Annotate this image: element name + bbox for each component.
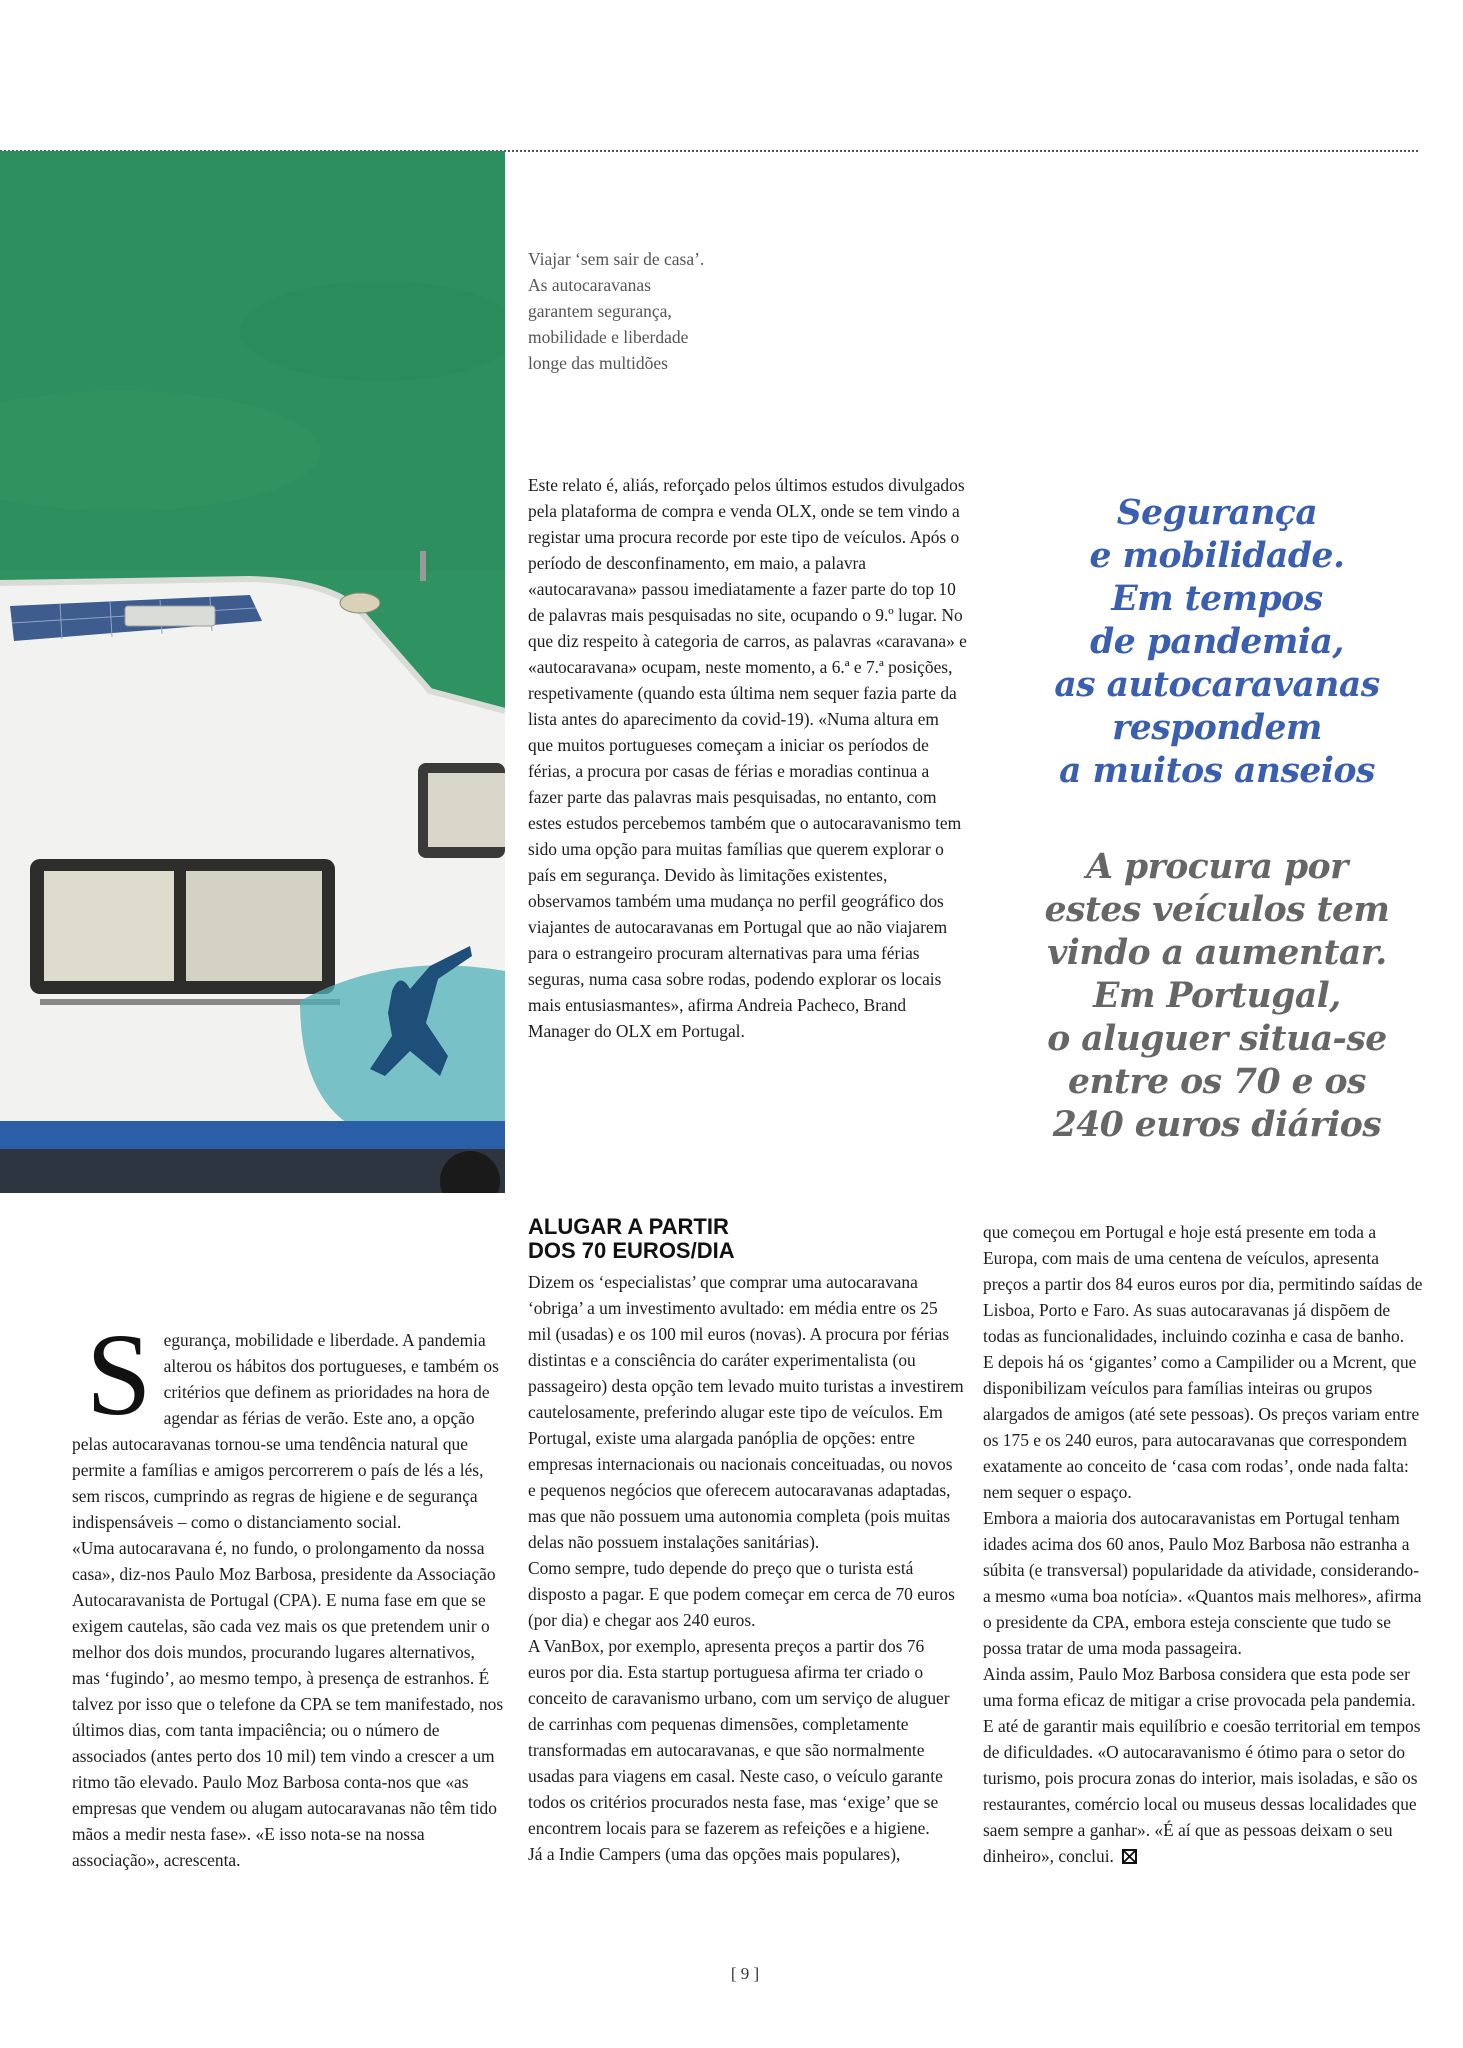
article-column-1 [72,1309,504,1873]
article-column-top [528,472,968,1044]
lead-paragraph [72,1309,504,1535]
caption-line: Viajar ‘sem sair de casa’. [528,249,705,269]
pullquote-line: estes veículos tem [1044,890,1390,930]
pullquote-line: e mobilidade. [1089,536,1345,576]
caption-line: As autocaravanas [528,275,651,295]
pullquote-line: entre os 70 e os [1068,1062,1366,1102]
pullquote-line: a muitos anseios [1059,751,1375,791]
caption-line: longe das multidões [528,353,668,373]
article-column-2 [528,1215,964,1867]
section-subhead [528,1215,964,1263]
subhead-line: ALUGAR A PARTIR [528,1214,729,1239]
body-paragraph: A VanBox, por exemplo, apresenta preços a partir dos 76 euros por dia. Esta startup portuguesa afirma ter criado o conceito de caravanismo urbano, com um serviço de aluguer de carrinhas com pequenas dimensões, completamente transformadas em autocaravanas, e que são normalmente usadas para viagens em casal. Neste caso, o veículo garante todos os critérios procurados nesta fase, mas ‘exige’ que se encontrem locais para se fazerem as refeições e a higiene. [528,1636,950,1838]
body-paragraph: Este relato é, aliás, reforçado pelos últimos estudos divulgados pela plataforma de compra e venda OLX, onde se tem vindo a registar uma procura recorde por este tipo de veículos. Após o período de desconfinamento, em maio, a palavra «autocaravana» passou imediatamente a fazer parte do top 10 de palavras mais pesquisadas no site, ocupando o 9.º lugar. No que diz respeito à categoria de carros, as palavras «caravana» e «autocaravana» ocupam, neste momento, a 6.ª e 7.ª posições, respetivamente (quando esta última nem sequer fazia parte da lista antes do aparecimento da covid-19). «Numa altura em que muitos portugueses começam a iniciar os períodos de férias, a procura por casas de férias e moradias continua a fazer parte das palavras mais pesquisadas, no entanto, com estes estudos percebemos também que o autocaravanismo tem sido uma opção para muitas famílias que querem explorar o país em segurança. Devido às limitações existentes, observamos também uma mudança no perfil geográfico dos viajantes de autocaravanas em Portugal que ao não viajarem para o estrangeiro procuram alternativas para uma férias seguras, numa casa sobre rodas, podendo explorar os locais mais entusiasmantes», afirma Andreia Pacheco, Brand Manager do OLX em Portugal. [528,475,967,1041]
end-mark-icon [1122,1849,1137,1864]
pullquote-line: respondem [1112,708,1322,748]
pullquote-line: Em Portugal, [1093,976,1341,1016]
body-paragraph: Como sempre, tudo depende do preço que o turista está disposto a pagar. E que podem começar em cerca de 70 euros (por dia) e chegar aos 240 euros. [528,1558,955,1630]
lead-text: egurança, mobilidade e liberdade. A pandemia alterou os hábitos dos portugueses, e também os critérios que definem as prioridades na hora de agendar as férias de verão. Este ano, a opção pelas autocaravanas tornou-se uma tendência natural que permite a famílias e amigos percorrerem o país de lés a lés, sem riscos, cumprindo as regras de higiene e de segurança indispensáveis – como o distanciamento social. [72,1330,499,1532]
pullquote-line: o aluguer situa-se [1047,1019,1387,1059]
body-paragraph: Embora a maioria dos autocaravanistas em Portugal tenham idades acima dos 60 anos, Paulo Moz Barbosa não estranha a súbita (e transversal) popularidade da atividade, considerando-a mesmo «uma boa notícia». «Quantos mais melhores», afirma o presidente da CPA, embora esteja consciente que tudo se possa tratar de uma moda passageira. [983,1508,1422,1658]
body-paragraph: que começou em Portugal e hoje está presente em toda a Europa, com mais de uma centena de veículos, apresenta preços a partir dos 84 euros euros por dia, permitindo saídas de Lisboa, Porto e Faro. As suas autocaravanas já dispõem de todas as funcionalidades, incluindo cozinha e casa de banho. [983,1222,1423,1346]
motorhome-photo [0,151,505,1193]
pullquote-line: as autocaravanas [1054,665,1380,705]
body-paragraph: E depois há os ‘gigantes’ como a Campilider ou a Mcrent, que disponibilizam veículos para famílias inteiras ou grupos alargados de amigos (até sete pessoas). Os preços variam entre os 175 e os 240 euros, para autocaravanas que correspondem exatamente ao conceito de ‘casa com rodas’, onde nada falta: nem sequer o espaço. [983,1352,1420,1502]
pullquote-line: A procura por [1086,847,1348,887]
page-number: [ 9 ] [730,1964,760,1983]
pullquote-line: Em tempos [1111,579,1323,619]
body-paragraph: Dizem os ‘especialistas’ que comprar uma autocaravana ‘obriga’ a um investimento avultado: em média entre os 25 mil (usadas) e os 100 mil euros (novas). A procura por férias distintas e a consciência do caráter experimentalista (ou passageiro) desta opção tem levado muito turistas a investirem cautelosamente, preferindo alugar este tipo de veículos. Em Portugal, existe uma alargada panóplia de opções: entre empresas internacionais ou nacionais conceituadas, ou novos e pequenos negócios que oferecem autocaravanas adaptadas, mas que não possuem uma autonomia completa (pois muitas delas não possuem instalações sanitárias). [528,1272,964,1552]
pullquote-line: 240 euros diários [1052,1105,1382,1145]
article-column-3 [983,1219,1423,1869]
photo-caption [528,246,758,376]
body-paragraph: «Uma autocaravana é, no fundo, o prolongamento da nossa casa», diz-nos Paulo Moz Barbosa, presidente da Associação Autocaravanista de Portugal (CPA). E numa fase em que se exigem cautelas, são cada vez mais os que pretendem unir o melhor dos dois mundos, procurando lugares alternativos, mas ‘fugindo’, ao mesmo tempo, à presença de estranhos. É talvez por isso que o telefone da CPA se tem manifestado, nos últimos dias, com tanta impaciência; ou o número de associados (antes perto dos 10 mil) tem vindo a crescer a um ritmo tão elevado. Paulo Moz Barbosa conta-nos que «as empresas que vendem ou alugam autocaravanas não têm tido mãos a medir nesta fase». «E isso nota-se na nossa associação», acrescenta. [72,1538,504,1870]
pullquote-blue [1012,492,1422,793]
drop-cap: S [86,1309,152,1440]
subhead-line: DOS 70 EUROS/DIA [528,1238,735,1263]
final-text: Ainda assim, Paulo Moz Barbosa considera que esta pode ser uma forma eficaz de mitigar a crise provocada pela pandemia. E até de garantir mais equilíbrio e coesão territorial em tempos de dificuldades. «O autocaravanismo é ótimo para o setor do turismo, pois procura zonas do interior, mais isoladas, e são os restaurantes, comércio local ou museus dessas localidades que saem sempre a ganhar». «É aí que as pessoas deixam o seu dinheiro», conclui. [983,1664,1421,1866]
caption-line: garantem segurança, [528,301,672,321]
pullquote-gray [1012,846,1422,1147]
pullquote-line: de pandemia, [1090,622,1344,662]
body-paragraph: Já a Indie Campers (uma das opções mais populares), [528,1844,901,1864]
caption-line: mobilidade e liberdade [528,327,689,347]
body-paragraph-final [983,1661,1423,1869]
pullquote-line: vindo a aumentar. [1047,933,1387,973]
pullquote-line: Segurança [1116,493,1318,533]
